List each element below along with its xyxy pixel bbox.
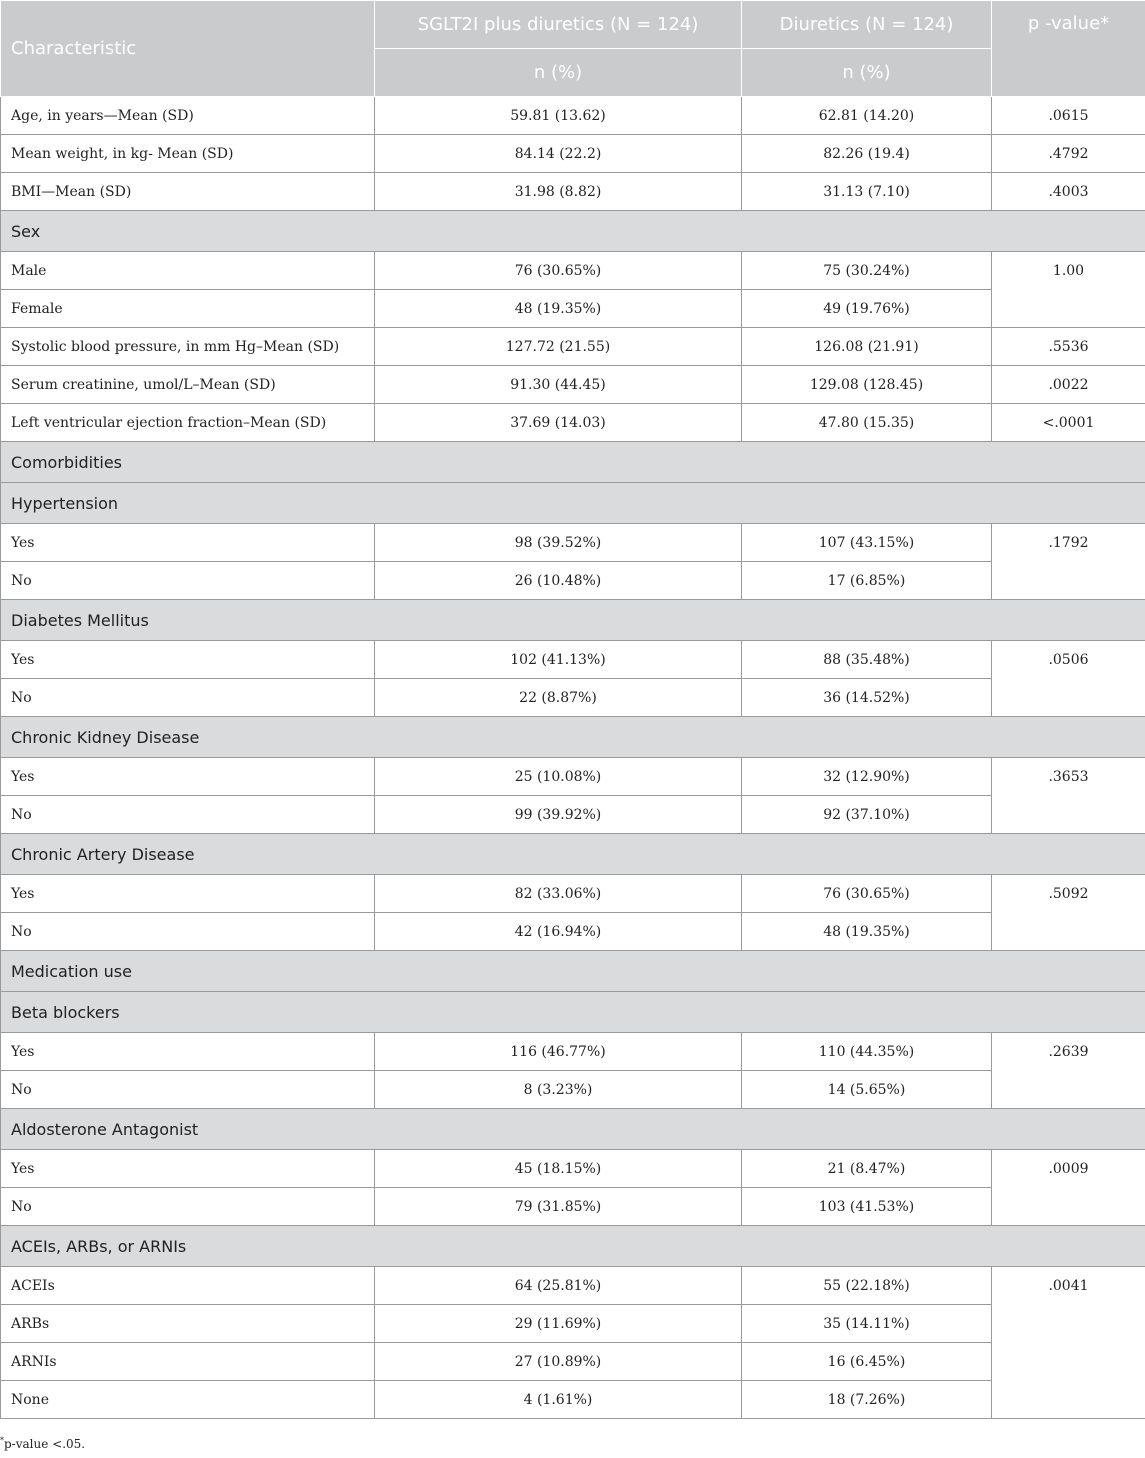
p-value: .0041 <box>992 1267 1145 1419</box>
row-label: Female <box>1 290 375 328</box>
section-label: Chronic Kidney Disease <box>1 717 1145 758</box>
table-row <box>1 562 1145 600</box>
row-label: Yes <box>1 1150 375 1188</box>
diuretics-value: 76 (30.65%) <box>742 875 992 913</box>
diuretics-value: 35 (14.11%) <box>742 1305 992 1343</box>
sglt2i-value: 42 (16.94%) <box>375 913 742 951</box>
row-label: Left ventricular ejection fraction–Mean (SD) <box>1 404 375 442</box>
diuretics-value: 129.08 (128.45) <box>742 366 992 404</box>
table-row <box>1 1343 1145 1381</box>
row-label: Age, in years—Mean (SD) <box>1 97 375 135</box>
header-sglt2i: SGLT2I plus diuretics (N = 124) <box>375 1 742 49</box>
row-label: Male <box>1 252 375 290</box>
sglt2i-value: 48 (19.35%) <box>375 290 742 328</box>
table-row <box>1 641 1145 679</box>
table-row <box>1 135 1145 173</box>
sglt2i-value: 27 (10.89%) <box>375 1343 742 1381</box>
p-value: .4792 <box>992 135 1145 173</box>
section-label: Medication use <box>1 951 1145 992</box>
p-value: .4003 <box>992 173 1145 211</box>
sglt2i-value: 59.81 (13.62) <box>375 97 742 135</box>
sglt2i-value: 45 (18.15%) <box>375 1150 742 1188</box>
table-row <box>1 290 1145 328</box>
footnote-text: p-value <.05. <box>4 1437 86 1451</box>
table-row <box>1 758 1145 796</box>
section-label: Chronic Artery Disease <box>1 834 1145 875</box>
p-value: .5536 <box>992 328 1145 366</box>
diuretics-value: 32 (12.90%) <box>742 758 992 796</box>
row-label: ACEIs <box>1 1267 375 1305</box>
diuretics-value: 110 (44.35%) <box>742 1033 992 1071</box>
diuretics-value: 47.80 (15.35) <box>742 404 992 442</box>
table-row <box>1 97 1145 135</box>
table-row <box>1 252 1145 290</box>
table-row <box>1 404 1145 442</box>
row-label: BMI—Mean (SD) <box>1 173 375 211</box>
section-row <box>1 600 1145 641</box>
row-label: No <box>1 1188 375 1226</box>
row-label: No <box>1 913 375 951</box>
sglt2i-value: 31.98 (8.82) <box>375 173 742 211</box>
row-label: Serum creatinine, umol/L–Mean (SD) <box>1 366 375 404</box>
section-row <box>1 442 1145 483</box>
diuretics-value: 21 (8.47%) <box>742 1150 992 1188</box>
section-row <box>1 834 1145 875</box>
sglt2i-value: 8 (3.23%) <box>375 1071 742 1109</box>
p-value: .0022 <box>992 366 1145 404</box>
sglt2i-value: 26 (10.48%) <box>375 562 742 600</box>
p-value: .5092 <box>992 875 1145 951</box>
section-row <box>1 992 1145 1033</box>
sglt2i-value: 84.14 (22.2) <box>375 135 742 173</box>
diuretics-value: 107 (43.15%) <box>742 524 992 562</box>
p-value: .3653 <box>992 758 1145 834</box>
row-label: Yes <box>1 1033 375 1071</box>
diuretics-value: 55 (22.18%) <box>742 1267 992 1305</box>
sglt2i-value: 102 (41.13%) <box>375 641 742 679</box>
section-label: Aldosterone Antagonist <box>1 1109 1145 1150</box>
sglt2i-value: 79 (31.85%) <box>375 1188 742 1226</box>
table-row <box>1 1305 1145 1343</box>
p-value: <.0001 <box>992 404 1145 442</box>
section-label: Sex <box>1 211 1145 252</box>
row-label: No <box>1 1071 375 1109</box>
table-row <box>1 796 1145 834</box>
row-label: Mean weight, in kg- Mean (SD) <box>1 135 375 173</box>
table-row <box>1 173 1145 211</box>
table-footnote <box>0 1436 85 1451</box>
table-row <box>1 1381 1145 1419</box>
diuretics-value: 16 (6.45%) <box>742 1343 992 1381</box>
diuretics-value: 17 (6.85%) <box>742 562 992 600</box>
diuretics-value: 92 (37.10%) <box>742 796 992 834</box>
sglt2i-value: 29 (11.69%) <box>375 1305 742 1343</box>
p-value: .2639 <box>992 1033 1145 1109</box>
table-row <box>1 1150 1145 1188</box>
p-value: .1792 <box>992 524 1145 600</box>
diuretics-value: 14 (5.65%) <box>742 1071 992 1109</box>
section-label: Hypertension <box>1 483 1145 524</box>
diuretics-value: 36 (14.52%) <box>742 679 992 717</box>
row-label: Yes <box>1 758 375 796</box>
section-label: Comorbidities <box>1 442 1145 483</box>
row-label: Yes <box>1 641 375 679</box>
row-label: ARNIs <box>1 1343 375 1381</box>
section-row <box>1 483 1145 524</box>
diuretics-value: 88 (35.48%) <box>742 641 992 679</box>
table-row <box>1 1188 1145 1226</box>
row-label: Systolic blood pressure, in mm Hg–Mean (SD) <box>1 328 375 366</box>
table-row <box>1 1033 1145 1071</box>
sglt2i-value: 98 (39.52%) <box>375 524 742 562</box>
row-label: Yes <box>1 875 375 913</box>
sglt2i-value: 127.72 (21.55) <box>375 328 742 366</box>
p-value: .0615 <box>992 97 1145 135</box>
diuretics-value: 103 (41.53%) <box>742 1188 992 1226</box>
p-value: 1.00 <box>992 252 1145 328</box>
row-label: Yes <box>1 524 375 562</box>
sglt2i-value: 25 (10.08%) <box>375 758 742 796</box>
subheader-sglt2i: n (%) <box>375 49 742 97</box>
row-label: No <box>1 796 375 834</box>
sglt2i-value: 91.30 (44.45) <box>375 366 742 404</box>
diuretics-value: 82.26 (19.4) <box>742 135 992 173</box>
p-value: .0506 <box>992 641 1145 717</box>
sglt2i-value: 22 (8.87%) <box>375 679 742 717</box>
section-label: Diabetes Mellitus <box>1 600 1145 641</box>
sglt2i-value: 76 (30.65%) <box>375 252 742 290</box>
table-row <box>1 875 1145 913</box>
row-label: No <box>1 562 375 600</box>
header-row <box>1 1 1145 49</box>
header-diuretics: Diuretics (N = 124) <box>742 1 992 49</box>
table-row <box>1 679 1145 717</box>
sglt2i-value: 4 (1.61%) <box>375 1381 742 1419</box>
diuretics-value: 49 (19.76%) <box>742 290 992 328</box>
sglt2i-value: 116 (46.77%) <box>375 1033 742 1071</box>
section-row <box>1 717 1145 758</box>
table-row <box>1 524 1145 562</box>
section-row <box>1 1109 1145 1150</box>
row-label: No <box>1 679 375 717</box>
section-row <box>1 211 1145 252</box>
row-label: ARBs <box>1 1305 375 1343</box>
table-row <box>1 366 1145 404</box>
row-label: None <box>1 1381 375 1419</box>
section-row <box>1 1226 1145 1267</box>
section-label: ACEIs, ARBs, or ARNIs <box>1 1226 1145 1267</box>
diuretics-value: 62.81 (14.20) <box>742 97 992 135</box>
subheader-diuretics: n (%) <box>742 49 992 97</box>
sglt2i-value: 37.69 (14.03) <box>375 404 742 442</box>
header-pvalue: p -value* <box>992 1 1145 97</box>
sglt2i-value: 64 (25.81%) <box>375 1267 742 1305</box>
section-label: Beta blockers <box>1 992 1145 1033</box>
p-value: .0009 <box>992 1150 1145 1226</box>
sglt2i-value: 99 (39.92%) <box>375 796 742 834</box>
footnote-mark: * <box>0 1436 4 1445</box>
diuretics-value: 75 (30.24%) <box>742 252 992 290</box>
header-characteristic: Characteristic <box>1 1 375 97</box>
diuretics-value: 48 (19.35%) <box>742 913 992 951</box>
section-row <box>1 951 1145 992</box>
diuretics-value: 126.08 (21.91) <box>742 328 992 366</box>
table-row <box>1 1071 1145 1109</box>
table-row <box>1 328 1145 366</box>
table-row <box>1 1267 1145 1305</box>
diuretics-value: 18 (7.26%) <box>742 1381 992 1419</box>
table-row <box>1 913 1145 951</box>
diuretics-value: 31.13 (7.10) <box>742 173 992 211</box>
sglt2i-value: 82 (33.06%) <box>375 875 742 913</box>
